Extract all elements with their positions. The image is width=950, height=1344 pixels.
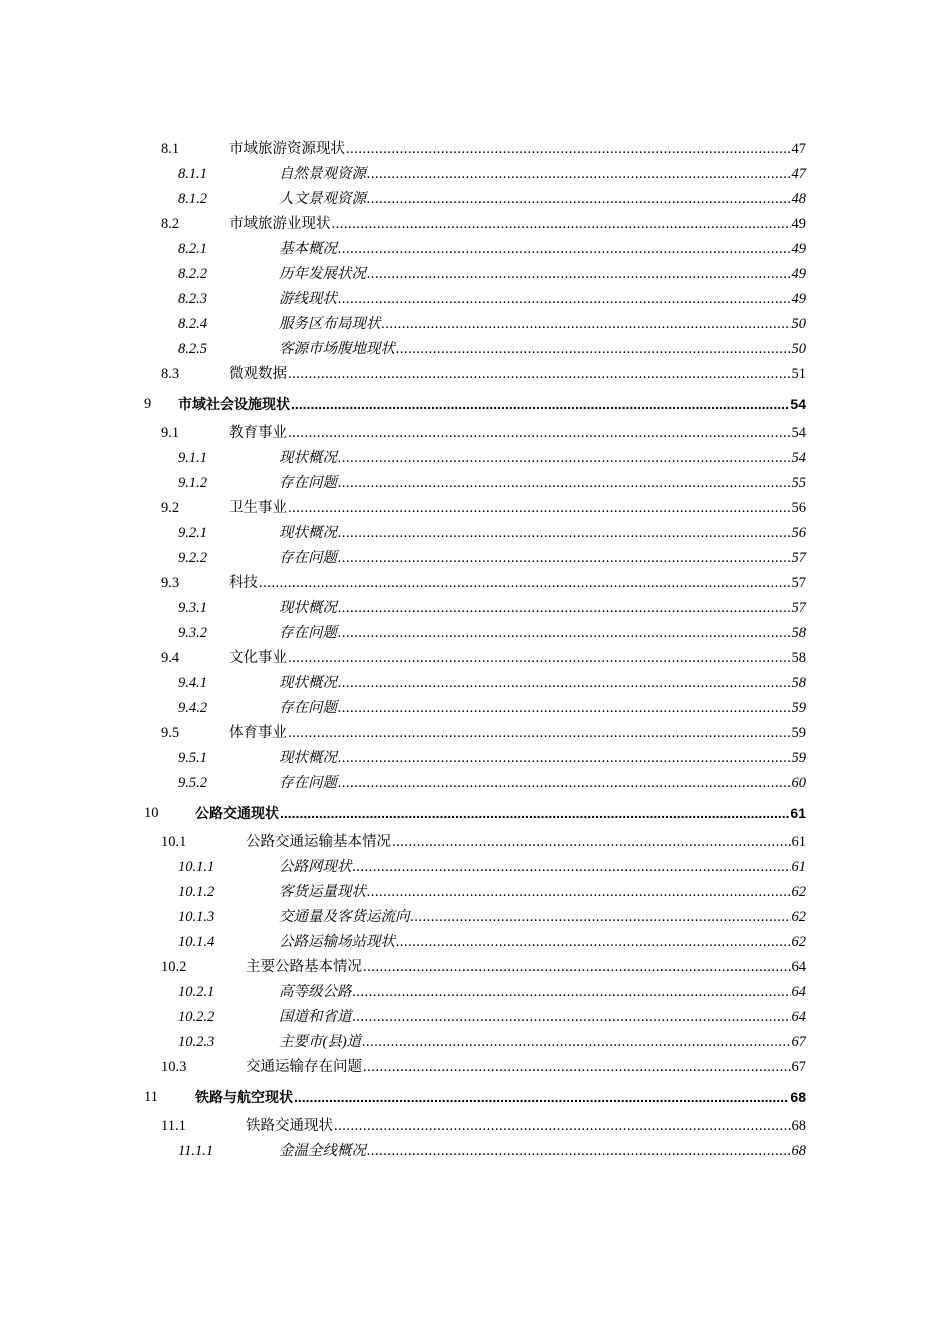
toc-entry-line [279,696,806,721]
toc-entry[interactable] [0,521,950,546]
toc-entry-number: 9.2.1 [178,525,207,541]
toc-entry-number: 9.3 [161,575,180,591]
toc-entry-line [279,596,806,621]
toc-entry-line [195,796,806,830]
toc-entry-page-number[interactable]: 68 [790,1089,806,1105]
toc-entry-title[interactable]: 铁路交通现状 [246,1118,333,1134]
toc-entry-page-number[interactable]: 48 [791,191,806,207]
dot-leader [288,646,791,671]
toc-entry-page-number[interactable]: 57 [791,600,806,616]
toc-entry-title[interactable]: 国道和省道 [279,1009,352,1025]
toc-entry-title[interactable]: 客源市场腹地现状 [279,341,395,357]
toc-entry-title[interactable]: 人文景观资源 [279,191,366,207]
dot-leader [338,546,791,571]
toc-entry-line [195,1080,806,1114]
toc-entry[interactable] [0,696,950,721]
dot-leader [291,387,789,421]
toc-entry-number: 10.3 [161,1059,187,1075]
toc-entry-page-number[interactable]: 56 [791,500,806,516]
toc-entry-number: 10.2.2 [178,1009,215,1025]
toc-entry[interactable] [0,262,950,287]
toc-entry-line [246,955,806,980]
toc-entry-title[interactable]: 公路交通现状 [195,805,279,821]
toc-entry-line [279,980,806,1005]
toc-entry-line [279,855,806,880]
toc-entry-number: 9.1.2 [178,475,207,491]
toc-entry-number: 9.4 [161,650,180,666]
dot-leader [382,312,791,337]
dot-leader [363,1055,791,1080]
dot-leader [338,237,791,262]
toc-entry-line [279,546,806,571]
dot-leader [259,571,791,596]
toc-entry-title[interactable]: 现状概况 [279,525,337,541]
toc-entry-page-number[interactable]: 67 [791,1059,806,1075]
toc-entry[interactable] [0,471,950,496]
toc-entry-line [279,1030,806,1055]
dot-leader [288,421,791,446]
toc-entry-number: 9.1 [161,425,180,441]
toc-entry[interactable] [0,880,950,905]
dot-leader [338,696,791,721]
toc-entry-number: 10.1.2 [178,884,215,900]
toc-entry-page-number[interactable]: 58 [791,650,806,666]
toc-entry-line [229,571,806,596]
toc-entry-title[interactable]: 公路运输场站现状 [279,934,395,950]
toc-entry-page-number[interactable]: 62 [791,884,806,900]
toc-entry-line [279,671,806,696]
toc-entry-title[interactable]: 现状概况 [279,750,337,766]
toc-entry-title[interactable]: 存在问题 [279,700,337,716]
toc-entry-title[interactable]: 科技 [229,575,258,591]
toc-entry-line [246,830,806,855]
toc-entry-line [279,471,806,496]
dot-leader [338,671,791,696]
dot-leader [367,187,791,212]
toc-entry-title[interactable]: 高等级公路 [279,984,352,1000]
toc-entry-title[interactable]: 存在问题 [279,475,337,491]
toc-entry[interactable] [0,187,950,212]
toc-entry-line [279,880,806,905]
toc-entry-title[interactable]: 存在问题 [279,550,337,566]
toc-entry[interactable] [0,212,950,237]
toc-entry-number: 10.1.4 [178,934,215,950]
toc-chapter-entry[interactable] [0,796,950,830]
dot-leader [288,721,791,746]
toc-entry-page-number[interactable]: 61 [791,859,806,875]
toc-entry-title[interactable]: 存在问题 [279,775,337,791]
toc-entry-line [279,771,806,796]
toc-entry[interactable] [0,287,950,312]
toc-entry-number: 9.5.1 [178,750,207,766]
toc-entry[interactable] [0,1055,950,1080]
toc-entry-page-number[interactable]: 61 [790,805,806,821]
dot-leader [338,446,791,471]
toc-entry-number: 9.4.2 [178,700,207,716]
toc-entry[interactable] [0,771,950,796]
toc-entry[interactable] [0,312,950,337]
toc-entry-page-number[interactable]: 54 [790,396,806,412]
dot-leader [411,905,791,930]
toc-entry[interactable] [0,1114,950,1139]
toc-entry-number: 8.2.5 [178,341,207,357]
toc-entry-number: 8.2.4 [178,316,207,332]
toc-entry-page-number[interactable]: 58 [791,675,806,691]
toc-entry-line [279,930,806,955]
toc-entry-title[interactable]: 游线现状 [279,291,337,307]
toc-entry-line [279,621,806,646]
toc-entry-number: 10.1.3 [178,909,215,925]
toc-entry-number: 9.4.1 [178,675,207,691]
toc-entry-number: 8.2.1 [178,241,207,257]
toc-entry-page-number[interactable]: 50 [791,341,806,357]
toc-entry-title[interactable]: 交通量及客货运流向 [279,909,410,925]
toc-entry[interactable] [0,596,950,621]
toc-entry-page-number[interactable]: 62 [791,934,806,950]
toc-entry-number: 10.2.1 [178,984,215,1000]
toc-entry-page-number[interactable]: 62 [791,909,806,925]
toc-entry-title[interactable]: 交通运输存在问题 [246,1059,362,1075]
toc-entry-number: 11 [144,1089,158,1105]
toc-entry-number: 9.3.2 [178,625,207,641]
toc-entry-line [279,287,806,312]
toc-entry-number: 10.2 [161,959,187,975]
toc-entry-number: 8.2.2 [178,266,207,282]
toc-entry-page-number[interactable]: 64 [791,959,806,975]
toc-entry-line [279,746,806,771]
toc-chapter-entry[interactable] [0,1080,950,1114]
toc-entry-page-number[interactable]: 54 [791,450,806,466]
dot-leader [396,930,791,955]
toc-entry-title[interactable]: 微观数据 [229,366,287,382]
dot-leader [280,796,789,830]
toc-entry-line [178,387,806,421]
toc-entry-page-number[interactable]: 67 [791,1034,806,1050]
toc-entry-line [279,187,806,212]
toc-entry-page-number[interactable]: 47 [791,166,806,182]
toc-entry-title[interactable]: 现状概况 [279,675,337,691]
toc-entry[interactable] [0,337,950,362]
toc-entry-title[interactable]: 铁路与航空现状 [195,1089,293,1105]
toc-entry-page-number[interactable]: 59 [791,750,806,766]
table-of-contents [0,137,950,1164]
toc-entry-number: 8.2.3 [178,291,207,307]
toc-entry-title[interactable]: 主要公路基本情况 [246,959,362,975]
dot-leader [338,287,791,312]
toc-entry-number: 9.5.2 [178,775,207,791]
toc-entry-line [279,262,806,287]
toc-entry[interactable] [0,980,950,1005]
toc-entry-number: 8.1.2 [178,191,207,207]
toc-entry-title[interactable]: 主要市(县)道 [279,1034,362,1050]
dot-leader [367,262,791,287]
toc-entry-line [229,362,806,387]
toc-entry[interactable] [0,1139,950,1164]
toc-entry[interactable] [0,496,950,521]
toc-entry-page-number[interactable]: 58 [791,625,806,641]
toc-entry-page-number[interactable]: 57 [791,550,806,566]
toc-entry-page-number[interactable]: 68 [791,1143,806,1159]
dot-leader [353,855,791,880]
toc-entry-title[interactable]: 市域旅游资源现状 [229,141,345,157]
toc-entry-page-number[interactable]: 59 [791,700,806,716]
dot-leader [294,1080,789,1114]
toc-entry[interactable] [0,571,950,596]
dot-leader [346,137,791,162]
toc-entry-line [279,337,806,362]
toc-entry[interactable] [0,446,950,471]
toc-entry-title[interactable]: 公路网现状 [279,859,352,875]
dot-leader [288,362,791,387]
toc-entry-title[interactable]: 基本概况 [279,241,337,257]
toc-entry-line [279,237,806,262]
toc-entry-page-number[interactable]: 49 [791,216,806,232]
toc-entry-title[interactable]: 存在问题 [279,625,337,641]
toc-entry-page-number[interactable]: 49 [791,291,806,307]
toc-entry[interactable] [0,671,950,696]
toc-entry[interactable] [0,1005,950,1030]
toc-entry[interactable] [0,1030,950,1055]
dot-leader [338,746,791,771]
toc-entry-page-number[interactable]: 49 [791,241,806,257]
toc-entry-line [279,1005,806,1030]
toc-entry-line [246,1055,806,1080]
toc-entry-line [229,212,806,237]
toc-entry-title[interactable]: 市域社会设施现状 [178,396,290,412]
toc-entry-page-number[interactable]: 61 [791,834,806,850]
toc-entry[interactable] [0,830,950,855]
toc-entry-number: 8.3 [161,366,180,382]
dot-leader [332,212,791,237]
toc-entry-page-number[interactable]: 49 [791,266,806,282]
toc-entry-line [229,721,806,746]
toc-entry[interactable] [0,955,950,980]
toc-entry[interactable] [0,421,950,446]
dot-leader [334,1114,791,1139]
dot-leader [362,1030,790,1055]
toc-entry[interactable] [0,546,950,571]
toc-chapter-entry[interactable] [0,387,950,421]
toc-entry-line [279,162,806,187]
dot-leader [367,880,791,905]
toc-entry-page-number[interactable]: 51 [791,366,806,382]
toc-entry-page-number[interactable]: 56 [791,525,806,541]
toc-entry[interactable] [0,930,950,955]
toc-entry-page-number[interactable]: 47 [791,141,806,157]
dot-leader [353,980,791,1005]
toc-entry-title[interactable]: 市域旅游业现状 [229,216,331,232]
toc-entry-number: 11.1 [161,1118,186,1134]
toc-entry-number: 9.2 [161,500,180,516]
toc-entry-number: 8.1 [161,141,180,157]
toc-entry-title[interactable]: 历年发展状况 [279,266,366,282]
dot-leader [338,771,791,796]
dot-leader [396,337,791,362]
toc-entry-number: 10.1.1 [178,859,215,875]
toc-entry[interactable] [0,855,950,880]
toc-entry-page-number[interactable]: 55 [791,475,806,491]
toc-entry-title[interactable]: 文化事业 [229,650,287,666]
toc-entry-page-number[interactable]: 54 [791,425,806,441]
toc-entry-line [279,521,806,546]
toc-entry-line [229,646,806,671]
dot-leader [338,621,791,646]
dot-leader [353,1005,791,1030]
toc-entry-number: 10 [144,805,159,821]
toc-entry-line [279,905,806,930]
toc-entry-number: 11.1.1 [178,1143,214,1159]
toc-entry-title[interactable]: 体育事业 [229,725,287,741]
toc-entry-title[interactable]: 现状概况 [279,600,337,616]
toc-entry-page-number[interactable]: 59 [791,725,806,741]
toc-entry[interactable] [0,721,950,746]
toc-entry[interactable] [0,905,950,930]
toc-entry-title[interactable]: 卫生事业 [229,500,287,516]
dot-leader [367,162,791,187]
toc-entry-number: 8.1.1 [178,166,207,182]
toc-entry-page-number[interactable]: 68 [791,1118,806,1134]
toc-entry-number: 10.1 [161,834,187,850]
toc-entry-number: 9.3.1 [178,600,207,616]
toc-entry-line [279,446,806,471]
toc-entry[interactable] [0,646,950,671]
toc-entry-line [229,421,806,446]
toc-entry-number: 9.5 [161,725,180,741]
toc-entry-title[interactable]: 教育事业 [229,425,287,441]
toc-entry-line [279,312,806,337]
toc-entry[interactable] [0,362,950,387]
toc-entry-line [246,1114,806,1139]
toc-entry-line [229,137,806,162]
toc-entry-number: 9.1.1 [178,450,207,466]
toc-entry-title[interactable]: 客货运量现状 [279,884,366,900]
toc-entry[interactable] [0,137,950,162]
dot-leader [367,1139,791,1164]
toc-entry-page-number[interactable]: 57 [791,575,806,591]
dot-leader [392,830,791,855]
toc-entry-number: 9.2.2 [178,550,207,566]
toc-entry[interactable] [0,621,950,646]
toc-entry[interactable] [0,162,950,187]
dot-leader [288,496,791,521]
toc-entry-title[interactable]: 金温全线概况 [279,1143,366,1159]
dot-leader [338,596,791,621]
toc-entry-title[interactable]: 公路交通运输基本情况 [246,834,391,850]
toc-entry-line [279,1139,806,1164]
toc-entry[interactable] [0,237,950,262]
toc-entry-title[interactable]: 自然景观资源 [279,166,366,182]
toc-entry-title[interactable]: 现状概况 [279,450,337,466]
dot-leader [363,955,791,980]
toc-entry-page-number[interactable]: 50 [791,316,806,332]
dot-leader [338,521,791,546]
dot-leader [338,471,791,496]
toc-entry-number: 9 [144,396,152,412]
toc-entry-page-number[interactable]: 64 [791,984,806,1000]
toc-entry-page-number[interactable]: 64 [791,1009,806,1025]
toc-entry-page-number[interactable]: 60 [791,775,806,791]
toc-entry-title[interactable]: 服务区布局现状 [279,316,381,332]
toc-entry-number: 8.2 [161,216,180,232]
toc-entry[interactable] [0,746,950,771]
toc-entry-line [229,496,806,521]
toc-entry-number: 10.2.3 [178,1034,215,1050]
